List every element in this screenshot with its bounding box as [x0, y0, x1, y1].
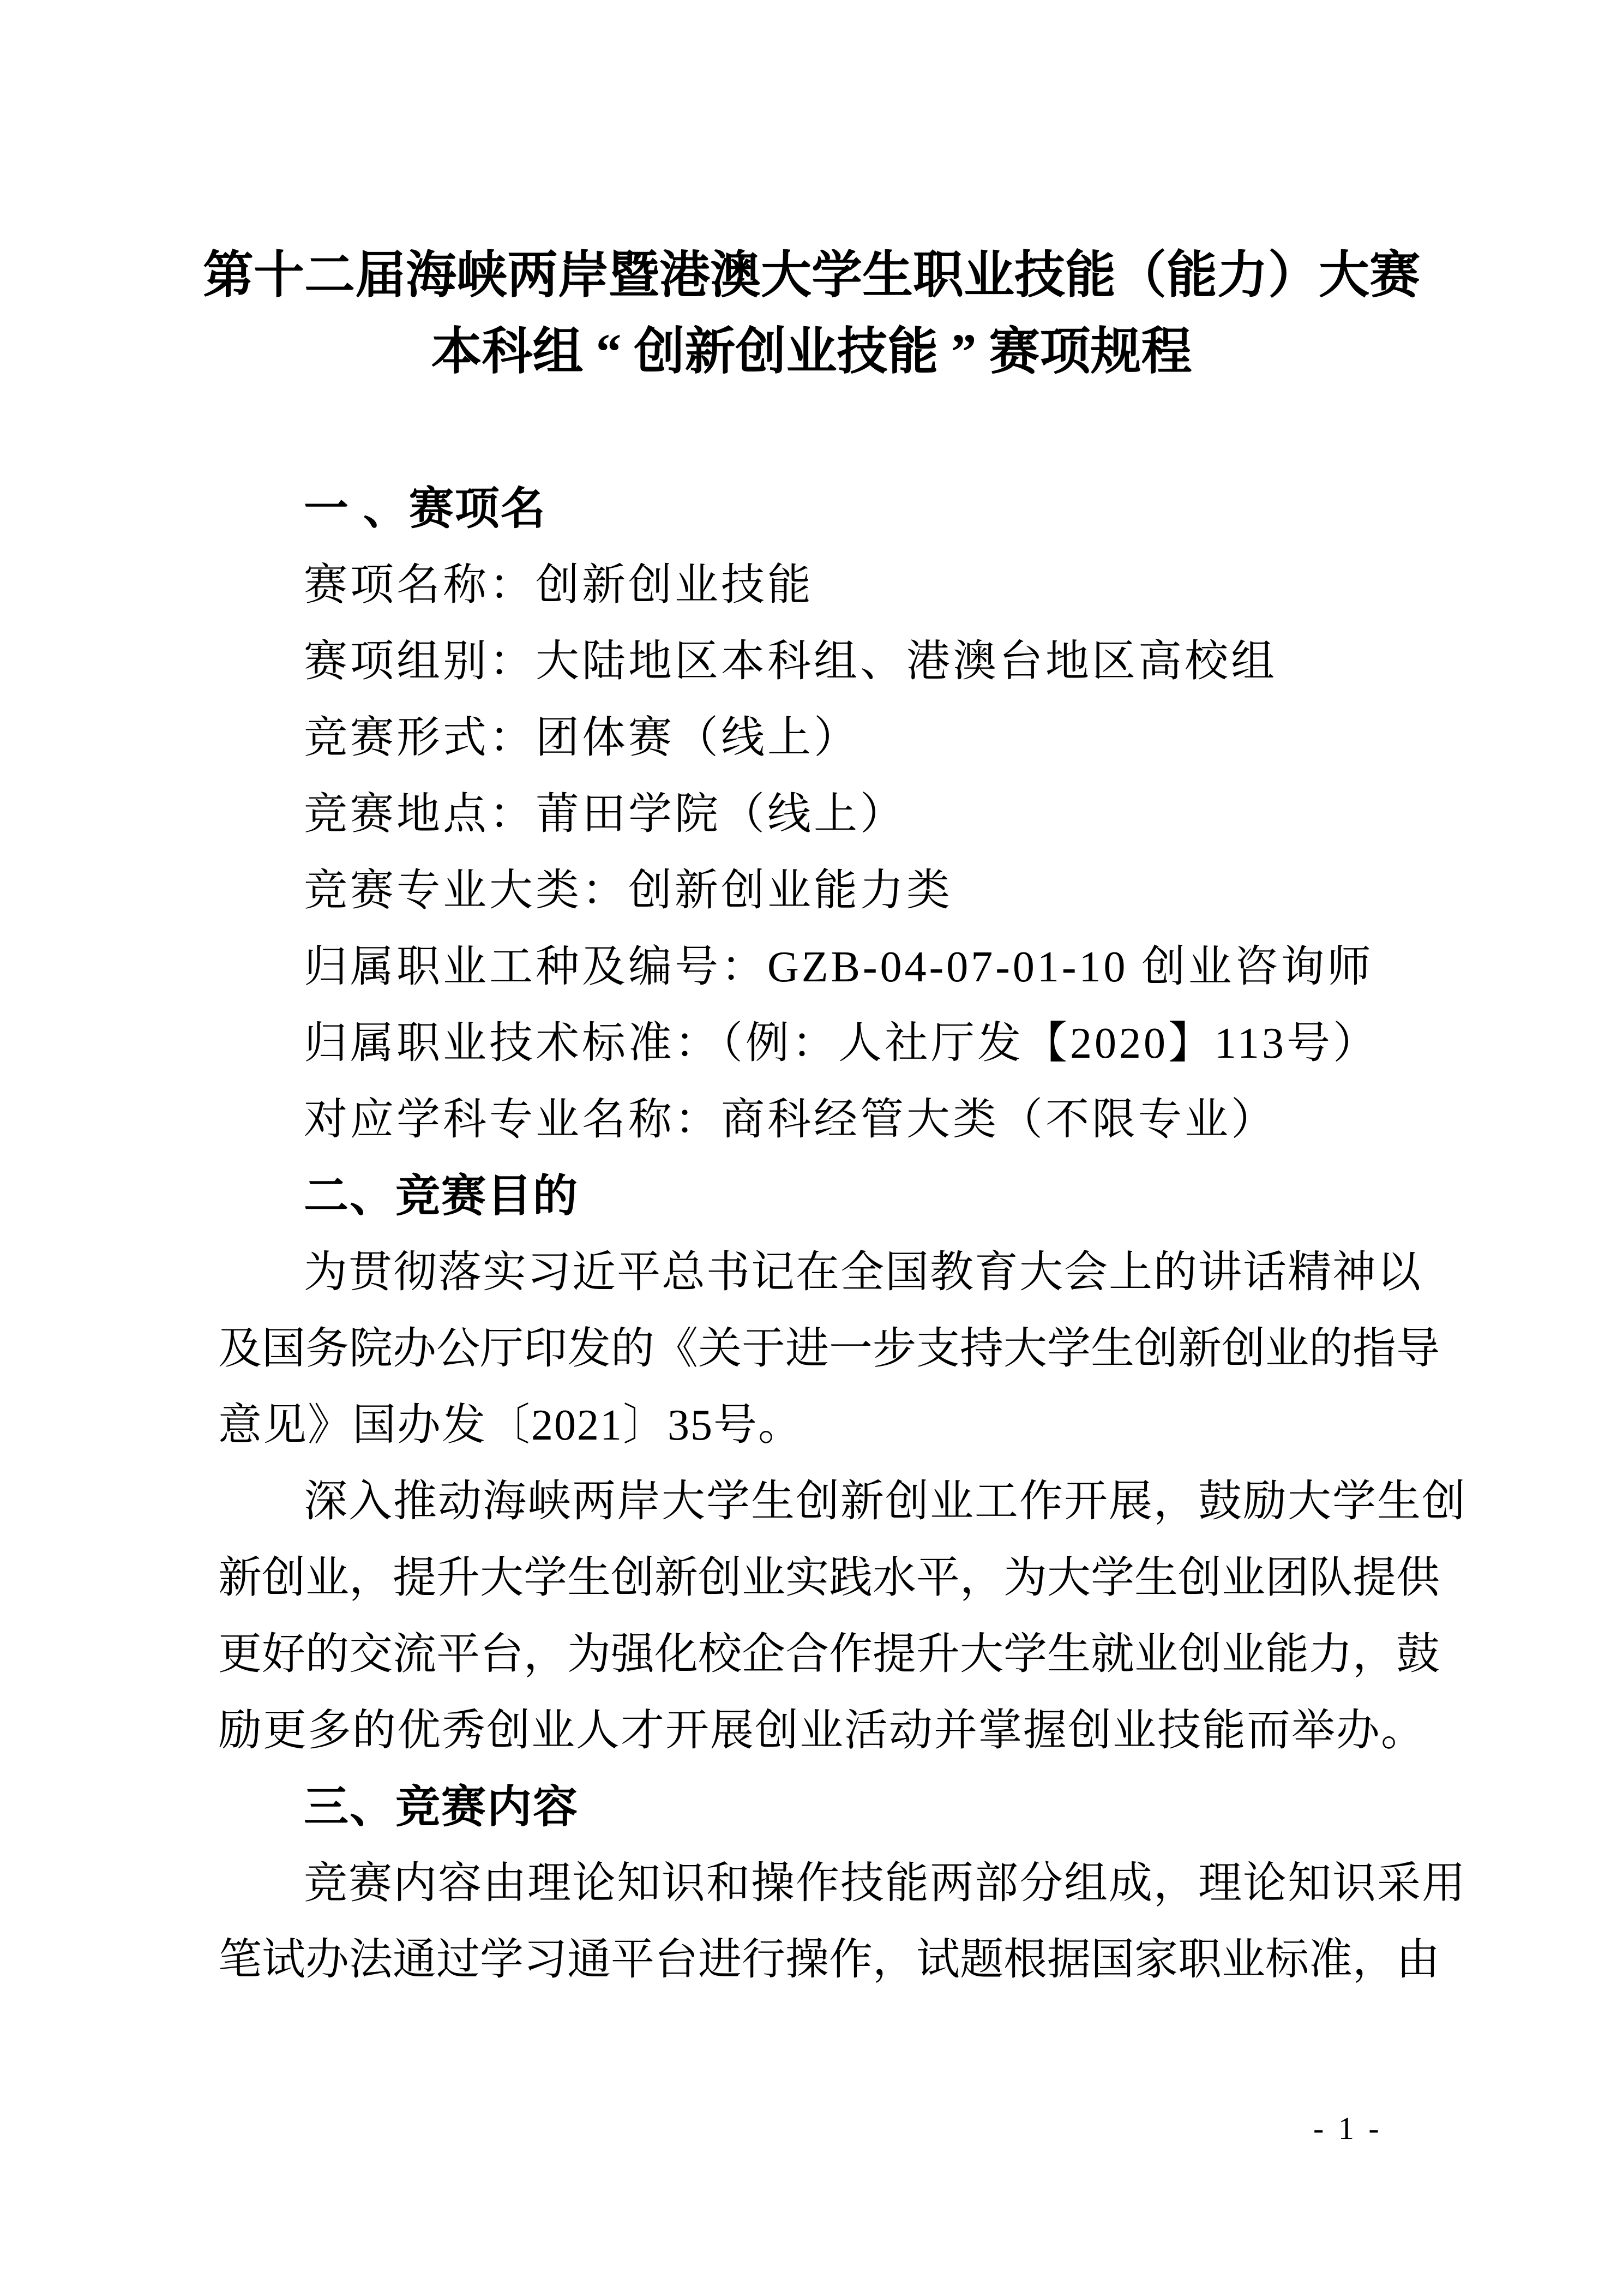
section-2-paragraph-1-line-1: 为贯彻落实习近平总书记在全国教育大会上的讲话精神以: [304, 1249, 1422, 1297]
section-1-item-name: 赛项名称：创新创业技能: [304, 561, 814, 609]
section-1-item-group: 赛项组别：大陆地区本科组、港澳台地区高校组: [304, 638, 1277, 686]
section-1-item-occupation-code: 归属职业工种及编号：GZB-04-07-01-10 创业咨询师: [304, 943, 1374, 991]
doc-title-line-1: 第十二届海峡两岸暨港澳大学生职业技能（能力）大赛: [203, 248, 1420, 304]
section-1-item-major: 对应学科专业名称：商科经管大类（不限专业）: [304, 1096, 1277, 1144]
doc-title-line-2: 本科组 “ 创新创业技能 ” 赛项规程: [431, 324, 1192, 380]
section-3-heading: 三、竞赛内容: [304, 1782, 579, 1832]
section-2-paragraph-2-line-3: 更好的交流平台，为强化校企合作提升大学生就业创业能力，鼓: [218, 1630, 1440, 1678]
section-1-item-format: 竞赛形式：团体赛（线上）: [304, 714, 860, 762]
section-3-paragraph-1-line-2: 笔试办法通过学习通平台进行操作，试题根据国家职业标准，由: [218, 1936, 1440, 1984]
page-number: - 1 -: [1313, 2111, 1382, 2146]
section-1-heading: 一 、赛项名: [304, 484, 546, 533]
section-2-heading: 二、竞赛目的: [304, 1171, 579, 1221]
section-2-paragraph-1-line-2: 及国务院办公厅印发的《关于进一步支持大学生创新创业的指导: [218, 1325, 1440, 1373]
section-2-paragraph-2-line-1: 深入推动海峡两岸大学生创新创业工作开展，鼓励大学生创: [304, 1478, 1466, 1526]
section-2-paragraph-1-line-3: 意见》国办发〔2021〕35号。: [218, 1401, 803, 1449]
section-3-paragraph-1-line-1: 竞赛内容由理论知识和操作技能两部分组成，理论知识采用: [304, 1860, 1466, 1908]
section-2-paragraph-2-line-4: 励更多的优秀创业人才开展创业活动并掌握创业技能而举办。: [218, 1707, 1426, 1755]
section-2-paragraph-2-line-2: 新创业，提升大学生创新创业实践水平，为大学生创业团队提供: [218, 1554, 1440, 1602]
section-1-item-category: 竞赛专业大类：创新创业能力类: [304, 867, 953, 915]
section-1-item-location: 竞赛地点：莆田学院（线上）: [304, 790, 906, 838]
section-1-item-tech-standard: 归属职业技术标准：（例：人社厅发【2020】113号）: [304, 1020, 1380, 1068]
